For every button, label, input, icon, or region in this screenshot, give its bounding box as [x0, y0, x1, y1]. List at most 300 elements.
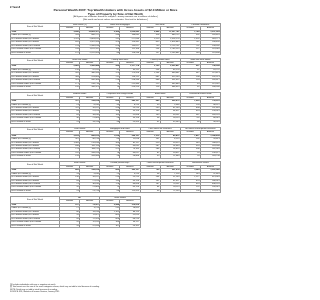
- empty-cell: [200, 224, 220, 227]
- table-cell: 216: [100, 79, 120, 82]
- column-group-header: Retirement assets: [180, 162, 220, 165]
- row-label: $20.0 million or more: [11, 189, 60, 192]
- table-cell: 215,816: [80, 141, 100, 144]
- table-cell: 101,213: [200, 75, 220, 78]
- table-cell: 80: [100, 51, 120, 54]
- table-cell: 47: [100, 68, 120, 71]
- table-cell: 245: [180, 172, 200, 175]
- table-cell: 39,124: [120, 110, 140, 113]
- number-column-header: Number: [140, 165, 160, 168]
- table-cell: 112,108: [120, 48, 140, 51]
- table-cell: 46,372: [200, 103, 220, 106]
- table-cell: 186,085: [120, 34, 140, 37]
- table-cell: 30: [140, 103, 160, 106]
- table-cell: 2,482: [60, 65, 80, 68]
- table-cell: 107: [100, 224, 120, 227]
- column-group-header: Personal residence: [180, 24, 220, 27]
- data-table: [10, 92, 221, 124]
- row-label: $10.0 million under $20.0 million: [11, 151, 60, 154]
- row-label: $2.0 million under $3.5 million: [11, 141, 60, 144]
- table-cell: 208: [180, 75, 200, 78]
- table-cell: 60: [100, 138, 120, 141]
- number-column-header: Number: [100, 96, 120, 99]
- number-column-header: Number: [180, 62, 200, 65]
- table-cell: 524,910: [120, 86, 140, 89]
- table-cell: 55: [60, 214, 80, 217]
- stub-header: Size of Net Worth: [11, 93, 60, 100]
- amount-column-header: Amount: [120, 200, 140, 203]
- table-cell: 114,016: [200, 48, 220, 51]
- table-cell: 46: [100, 120, 120, 123]
- amount-column-header: Amount: [120, 27, 140, 30]
- row-label: $5.0 million under $10.0 million: [11, 183, 60, 186]
- number-column-header: Number: [100, 165, 120, 168]
- column-group-header: Bond funds: [140, 93, 180, 96]
- table-cell: 154: [60, 155, 80, 158]
- table-cell: 63,178: [160, 68, 180, 71]
- table-cell: 957: [180, 65, 200, 68]
- table-cell: 97,814: [200, 172, 220, 175]
- row-label: Total: [11, 203, 60, 206]
- number-column-header: Number: [100, 200, 120, 203]
- table-cell: 380,284: [80, 72, 100, 75]
- table-cell: 176: [100, 183, 120, 186]
- stub-header: Size of Net Worth: [11, 196, 60, 203]
- table-cell: 21,804: [80, 186, 100, 189]
- table-cell: 43,211: [120, 68, 140, 71]
- table-row: [11, 120, 221, 123]
- number-column-header: Number: [100, 62, 120, 65]
- amount-column-header: Amount: [160, 96, 180, 99]
- amount-column-header: Amount: [200, 27, 220, 30]
- table-cell: 1,204: [140, 72, 160, 75]
- table-cell: 325,103: [160, 75, 180, 78]
- table-cell: 200,975: [160, 100, 180, 103]
- table-cell: 114,600: [200, 51, 220, 54]
- table-cell: 141: [140, 179, 160, 182]
- table-cell: 316: [180, 145, 200, 148]
- row-label: $20.0 million or more: [11, 51, 60, 54]
- table-cell: 148: [100, 110, 120, 113]
- table-cell: 40,214: [80, 138, 100, 141]
- table-cell: 95: [180, 151, 200, 154]
- table-cell: 283,738: [200, 155, 220, 158]
- data-table: [10, 127, 221, 159]
- table-cell: 3,896: [140, 30, 160, 33]
- table-cell: 258,716: [80, 82, 100, 85]
- column-group-header: Federal bonds: [60, 93, 100, 96]
- table-cell: 186,211: [80, 148, 100, 151]
- table-cell: 591,022: [160, 79, 180, 82]
- number-column-header: Number: [140, 27, 160, 30]
- table-cell: 301: [180, 34, 200, 37]
- table-cell: 49,124: [120, 179, 140, 182]
- table-cell: 84,008: [120, 183, 140, 186]
- row-label: Under $2.0 million [1]: [11, 172, 60, 175]
- table-cell: 767: [180, 41, 200, 44]
- row-label: Total: [11, 65, 60, 68]
- column-group-header: Limited partnerships: [100, 162, 140, 165]
- table-cell: 9,213: [120, 172, 140, 175]
- amount-column-header: Amount: [80, 200, 100, 203]
- row-label: $3.5 million under $5.0 million: [11, 110, 60, 113]
- table-cell: 158,818: [80, 100, 100, 103]
- table-cell: 24: [60, 189, 80, 192]
- table-cell: 19: [60, 120, 80, 123]
- table-cell: 1,947,104: [80, 41, 100, 44]
- table-cell: 17: [60, 207, 80, 210]
- table-cell: 318: [140, 34, 160, 37]
- number-column-header: Number: [180, 96, 200, 99]
- table-cell: 70,291: [160, 183, 180, 186]
- row-label: Total: [11, 30, 60, 33]
- table-cell: 79: [60, 183, 80, 186]
- row-label: $5.0 million under $10.0 million: [11, 217, 60, 220]
- table-cell: 51,103: [160, 176, 180, 179]
- table-cell: 39,017: [80, 176, 100, 179]
- table-cell: 169,617: [200, 79, 220, 82]
- row-label: $3.5 million under $5.0 million: [11, 145, 60, 148]
- amount-column-header: Amount: [200, 165, 220, 168]
- table-row: [11, 86, 221, 89]
- table-cell: 1,427: [180, 134, 200, 137]
- table-cell: 287: [140, 145, 160, 148]
- table-cell: 793: [60, 44, 80, 47]
- table-cell: 3,150: [140, 65, 160, 68]
- row-label: $5.0 million under $10.0 million: [11, 113, 60, 116]
- table-cell: 396,521: [80, 86, 100, 89]
- table-cell: 228: [100, 145, 120, 148]
- table-cell: 240: [100, 34, 120, 37]
- table-cell: 18,005: [120, 207, 140, 210]
- empty-cell: [160, 224, 180, 227]
- table-cell: 2,949: [100, 203, 120, 206]
- table-cell: 1,237,029: [200, 30, 220, 33]
- table-cell: 232: [100, 207, 120, 210]
- footnotes: [10, 284, 221, 293]
- table-cell: 115,022: [200, 82, 220, 85]
- table-cell: 16,737: [200, 68, 220, 71]
- table-cell: 347: [180, 72, 200, 75]
- table-cell: 1,317,174: [120, 65, 140, 68]
- table-cell: 2,906,818: [80, 44, 100, 47]
- table-cell: 1,519: [140, 37, 160, 40]
- table-cell: 11,027: [80, 214, 100, 217]
- table-cell: 41,017: [160, 179, 180, 182]
- stub-header: Size of Net Worth: [11, 127, 60, 134]
- table-cell: 41: [140, 120, 160, 123]
- table-cell: 373: [100, 72, 120, 75]
- number-column-header: Number: [60, 62, 80, 65]
- table-cell: 237: [60, 203, 80, 206]
- row-label: $5.0 million under $10.0 million: [11, 79, 60, 82]
- table-cell: 183: [100, 221, 120, 224]
- table-cell: 158,818: [80, 169, 100, 172]
- table-cell: 11,044: [160, 155, 180, 158]
- row-label: $2.0 million under $3.5 million: [11, 176, 60, 179]
- table-row: [11, 189, 221, 192]
- table-cell: 1,906,844: [80, 65, 100, 68]
- table-title: Personal Wealth 2007: Top Wealth Holders with Gross Assets of $2.0 Million or More: [53, 8, 178, 12]
- row-label: Under $2.0 million [1]: [11, 34, 60, 37]
- table-cell: 66: [180, 120, 200, 123]
- table-cell: 207,818: [200, 106, 220, 109]
- table-cell: 55,423: [120, 120, 140, 123]
- table-cell: 112: [60, 106, 80, 109]
- column-group-header: Closely held stock: [100, 58, 140, 61]
- row-label: $20.0 million or more: [11, 155, 60, 158]
- table-cell: 84: [60, 110, 80, 113]
- amount-column-header: Amount: [80, 62, 100, 65]
- table-cell: 23: [60, 103, 80, 106]
- table-cell: 10,017: [160, 151, 180, 154]
- table-cell: 51,008: [120, 113, 140, 116]
- table-cell: 11,327,761: [160, 30, 180, 33]
- number-column-header: Number: [100, 27, 120, 30]
- table-cell: 306: [180, 148, 200, 151]
- column-group-header: Art: [60, 196, 100, 199]
- stub-header: Size of Net Worth: [11, 24, 60, 31]
- table-cell: 440,061: [160, 72, 180, 75]
- table-cell: 258,302: [200, 44, 220, 47]
- table-cell: 115,423: [120, 189, 140, 192]
- table-cell: 140: [180, 51, 200, 54]
- table-cell: 43: [100, 103, 120, 106]
- column-group-header: Other real estate: [60, 58, 100, 61]
- row-label: $2.0 million under $3.5 million: [11, 106, 60, 109]
- table-cell: 96,076: [200, 120, 220, 123]
- column-group-header: Farm assets: [60, 162, 100, 165]
- number-column-header: Number: [60, 27, 80, 30]
- table-cell: 252: [60, 151, 80, 154]
- column-group-header: State and local bonds: [180, 58, 220, 61]
- table-cell: 387: [180, 113, 200, 116]
- column-group-header: Cash assets: [60, 127, 100, 130]
- table-cell: 393: [100, 141, 120, 144]
- table-cell: 17,203: [80, 217, 100, 220]
- table-cell: 363,771: [200, 37, 220, 40]
- table-cell: 778: [60, 148, 80, 151]
- table-cell: 50,352: [120, 224, 140, 227]
- table-cell: 244: [140, 176, 160, 179]
- number-column-header: Number: [60, 131, 80, 134]
- table-cell: 1,315: [140, 134, 160, 137]
- data-tables: [10, 23, 221, 230]
- table-id: 2-Year-8: [10, 6, 21, 9]
- row-label: $2.0 million under $3.5 million: [11, 37, 60, 40]
- table-cell: 55,213: [120, 176, 140, 179]
- table-cell: 9,810: [80, 172, 100, 175]
- table-cell: 1,489: [60, 141, 80, 144]
- table-cell: 995: [60, 72, 80, 75]
- table-cell: 345,640: [160, 82, 180, 85]
- table-cell: 12,015: [80, 221, 100, 224]
- amount-column-header: Amount: [160, 131, 180, 134]
- amount-column-header: Amount: [120, 165, 140, 168]
- table-cell: 242,107: [120, 100, 140, 103]
- table-cell: 171: [60, 82, 80, 85]
- table-cell: 382,107: [120, 169, 140, 172]
- table-cell: 200,449: [200, 41, 220, 44]
- data-table: [10, 161, 221, 193]
- table-cell: 286,015: [200, 179, 220, 182]
- table-cell: 149: [140, 113, 160, 116]
- table-cell: 1,955: [180, 100, 200, 103]
- table-cell: 116,598: [120, 51, 140, 54]
- table-row: [11, 51, 221, 54]
- table-cell: 193,027: [120, 44, 140, 47]
- table-cell: 1,826,663: [160, 41, 180, 44]
- table-cell: 139: [60, 68, 80, 71]
- column-group-header: Publicly traded stock: [140, 58, 180, 61]
- table-cell: 84: [60, 179, 80, 182]
- table-cell: 490,308: [80, 79, 100, 82]
- table-cell: 1,745: [180, 30, 200, 33]
- table-cell: 262,018: [200, 148, 220, 151]
- table-cell: 34,017: [160, 110, 180, 113]
- table-cell: 6,219: [160, 138, 180, 141]
- table-cell: 157: [60, 51, 80, 54]
- table-cell: 34,810: [80, 113, 100, 116]
- amount-column-header: Amount: [160, 62, 180, 65]
- table-cell: 2,803,812: [80, 37, 100, 40]
- column-group-header: Corporate and foreign bonds: [100, 93, 140, 96]
- table-cell: 2,105,861: [160, 51, 180, 54]
- column-group-header: Diversified mutual funds: [180, 93, 220, 96]
- table-cell: 157: [140, 51, 160, 54]
- table-cell: 30: [60, 117, 80, 120]
- table-cell: 700: [140, 169, 160, 172]
- row-label: $10.0 million under $20.0 million: [11, 221, 60, 224]
- table-cell: 211: [100, 75, 120, 78]
- table-cell: 681: [140, 75, 160, 78]
- table-cell: 49: [60, 217, 80, 220]
- table-cell: 46: [140, 189, 160, 192]
- table-cell: 25,619: [80, 110, 100, 113]
- table-cell: 14,016: [80, 210, 100, 213]
- table-cell: 33: [60, 172, 80, 175]
- table-cell: 1,763,229: [160, 48, 180, 51]
- table-cell: 3,049: [180, 169, 200, 172]
- table-cell: 25: [100, 172, 120, 175]
- number-column-header: Number: [180, 27, 200, 30]
- table-cell: 73: [100, 82, 120, 85]
- table-cell: 60: [100, 189, 120, 192]
- row-label: $5.0 million under $10.0 million: [11, 148, 60, 151]
- table-cell: 163,004: [200, 145, 220, 148]
- table-cell: 480,712: [160, 34, 180, 37]
- table-cell: 108,413: [80, 151, 100, 154]
- table-cell: 529: [100, 41, 120, 44]
- amount-column-header: Amount: [80, 96, 100, 99]
- column-group-header: Cash value life insurance: [140, 127, 180, 130]
- table-cell: 52,019: [120, 214, 140, 217]
- row-label: Under $2.0 million [1]: [11, 207, 60, 210]
- table-cell: 20: [60, 221, 80, 224]
- footnote: [2] Total assets are the sum of the asset categories shown; detail may not add to total because of rounding.: [10, 286, 100, 289]
- table-cell: 406,201: [200, 183, 220, 186]
- table-cell: 39: [140, 155, 160, 158]
- table-cell: 49,032: [120, 145, 140, 148]
- table-cell: 1,036: [100, 134, 120, 137]
- table-cell: 38: [140, 172, 160, 175]
- table-cell: 146: [100, 48, 120, 51]
- amount-column-header: Amount: [120, 96, 140, 99]
- table-cell: 88,113: [120, 210, 140, 213]
- data-table: [10, 196, 221, 228]
- table-cell: 82: [140, 151, 160, 154]
- table-cell: 2,253,457: [160, 65, 180, 68]
- table-cell: 120: [60, 86, 80, 89]
- table-cell: 80: [60, 210, 80, 213]
- table-cell: 41,103: [160, 106, 180, 109]
- table-cell: 735,501: [200, 100, 220, 103]
- table-subtitle: Type of Property by Size of Net Worth: [87, 11, 144, 16]
- table-cell: 70: [100, 86, 120, 89]
- table-cell: 12,422,327: [80, 30, 100, 33]
- row-label: $2.0 million under $3.5 million: [11, 72, 60, 75]
- table-cell: 59: [180, 155, 200, 158]
- amount-column-header: Amount: [80, 165, 100, 168]
- table-cell: 7,216: [160, 172, 180, 175]
- table-cell: 43,017: [120, 151, 140, 154]
- table-cell: 2,380: [100, 30, 120, 33]
- table-cell: 35: [60, 186, 80, 189]
- table-cell: 86,019: [200, 117, 220, 120]
- data-table: [10, 58, 221, 90]
- table-cell: 413,018: [200, 176, 220, 179]
- table-cell: 286: [140, 148, 160, 151]
- table-cell: 666,797: [80, 34, 100, 37]
- table-cell: 18,614: [160, 148, 180, 151]
- table-cell: 604: [100, 217, 120, 220]
- table-cell: 838: [60, 145, 80, 148]
- table-cell: 150: [60, 176, 80, 179]
- table-cell: 564: [60, 75, 80, 78]
- table-cell: 33,158: [80, 120, 100, 123]
- table-cell: 808: [180, 106, 200, 109]
- table-cell: 169,201: [200, 113, 220, 116]
- table-cell: 668: [140, 79, 160, 82]
- table-cell: 22,033: [80, 224, 100, 227]
- data-table: [10, 23, 221, 55]
- row-label: $10.0 million under $20.0 million: [11, 186, 60, 189]
- table-cell: 73: [100, 186, 120, 189]
- amount-column-header: Amount: [80, 27, 100, 30]
- number-column-header: Number: [140, 62, 160, 65]
- table-cell: 128: [140, 86, 160, 89]
- table-cell: 58: [140, 117, 160, 120]
- row-label: $5.0 million under $10.0 million: [11, 44, 60, 47]
- table-cell: 1,875,337: [80, 48, 100, 51]
- table-cell: 678: [180, 179, 200, 182]
- table-cell: 208,119: [200, 141, 220, 144]
- table-cell: 34,113: [160, 117, 180, 120]
- table-cell: 1,005,893: [120, 30, 140, 33]
- table-cell: 1,591,042: [200, 169, 220, 172]
- table-cell: 221: [100, 148, 120, 151]
- row-label: Total: [11, 134, 60, 137]
- number-column-header: Number: [140, 131, 160, 134]
- table-cell: 1,146,809: [200, 134, 220, 137]
- table-cell: 33,126: [120, 117, 140, 120]
- table-cell: 128,211: [120, 75, 140, 78]
- table-cell: 1,519: [60, 37, 80, 40]
- table-cell: 142,113: [80, 145, 100, 148]
- table-cell: 11,018: [120, 138, 140, 141]
- footnote: [1] Includes individuals with zero or negative net worth.: [10, 284, 56, 286]
- table-cell: 239: [140, 106, 160, 109]
